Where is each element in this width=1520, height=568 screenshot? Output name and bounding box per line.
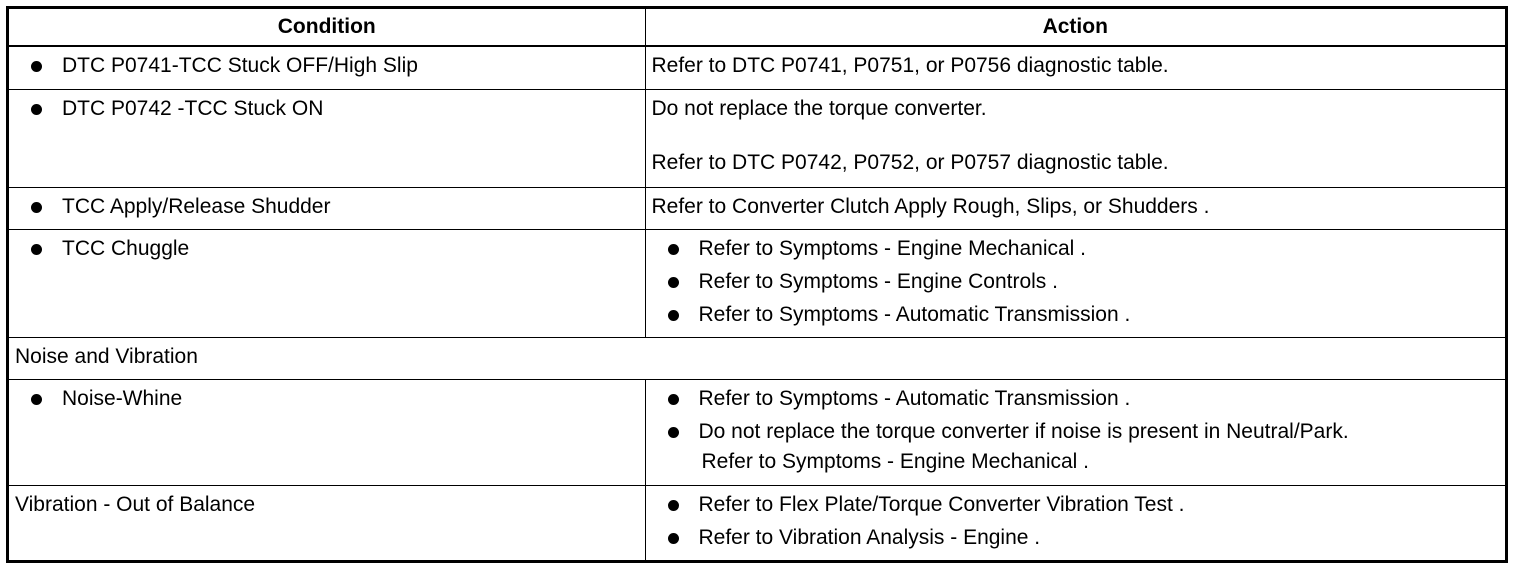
table-row [9, 485, 1505, 560]
table-row [9, 379, 1505, 485]
bullet-icon [668, 310, 679, 321]
condition-cell [9, 187, 645, 229]
action-bullet: Refer to Vibration Analysis - Engine . [698, 525, 1041, 549]
action-cell [645, 89, 1505, 187]
condition-cell [9, 485, 645, 560]
table-row [9, 229, 1505, 337]
bullet-icon [31, 61, 42, 72]
action-continuation: Refer to Symptoms - Engine Mechanical . [701, 449, 1089, 473]
section-cell [9, 337, 1505, 379]
action-cell [645, 46, 1505, 89]
bullet-icon [668, 394, 679, 405]
table-row [9, 89, 1505, 187]
condition-text: DTC P0741-TCC Stuck OFF/High Slip [62, 54, 418, 77]
condition-cell [9, 46, 645, 89]
action-text: Do not replace the torque converter. [651, 96, 987, 120]
bullet-icon [668, 427, 679, 438]
action-cell [645, 379, 1505, 485]
diagnostic-table [9, 9, 1505, 560]
section-row [9, 337, 1505, 379]
bullet-icon [668, 244, 679, 255]
condition-text: DTC P0742 -TCC Stuck ON [62, 96, 324, 120]
bullet-icon [668, 500, 679, 511]
table-row [9, 46, 1505, 89]
action-text: Refer to DTC P0741, P0751, or P0756 diagnostic table. [651, 54, 1169, 77]
action-text: Refer to Converter Clutch Apply Rough, Slips, or Shudders . [651, 194, 1210, 218]
bullet-icon [31, 202, 42, 213]
table-header-row [9, 9, 1505, 46]
condition-text: TCC Chuggle [62, 236, 190, 260]
action-bullet: Refer to Symptoms - Automatic Transmission . [698, 302, 1131, 326]
table-row [9, 187, 1505, 229]
condition-cell [9, 89, 645, 187]
table-frame [6, 6, 1508, 563]
bullet-icon [31, 244, 42, 255]
action-bullet: Refer to Flex Plate/Torque Converter Vibration Test . [698, 492, 1185, 516]
action-bullet: Refer to Symptoms - Engine Mechanical . [698, 236, 1086, 260]
action-bullet: Do not replace the torque converter if noise is present in Neutral/Park. [698, 419, 1349, 443]
condition-cell [9, 229, 645, 337]
bullet-icon [668, 277, 679, 288]
condition-header: Condition [9, 9, 645, 46]
bullet-icon [31, 104, 42, 115]
action-bullet: Refer to Symptoms - Automatic Transmission . [698, 386, 1131, 410]
action-cell [645, 229, 1505, 337]
action-text: Refer to DTC P0742, P0752, or P0757 diagnostic table. [651, 150, 1169, 174]
section-title: Noise and Vibration [15, 344, 198, 368]
condition-cell [9, 379, 645, 485]
action-cell [645, 187, 1505, 229]
action-header: Action [645, 9, 1505, 46]
action-cell [645, 485, 1505, 560]
bullet-icon [31, 394, 42, 405]
condition-text: TCC Apply/Release Shudder [62, 194, 331, 218]
bullet-icon [668, 533, 679, 544]
condition-text: Vibration - Out of Balance [15, 492, 256, 516]
condition-text: Noise-Whine [62, 386, 183, 410]
action-bullet: Refer to Symptoms - Engine Controls . [698, 269, 1058, 293]
